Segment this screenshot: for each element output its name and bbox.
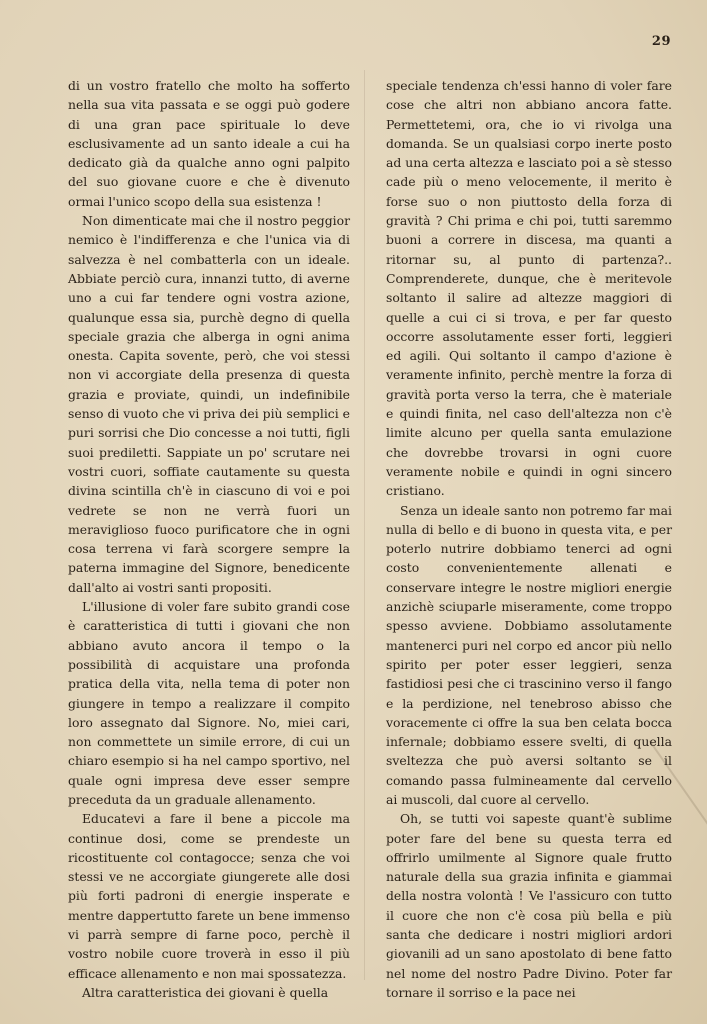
paragraph: speciale tendenza ch'essi hanno di voler fare cose che altri non abbiano ancora fatte. Permettetemi, ora, che io vi rivolga una domanda. Se un qualsiasi corpo inerte posto ad una certa altezza e lasciato poi a sè stesso cade più o meno velocemente, il merito è forse suo o non piuttosto della forza di gravità ? Chi prima e chi poi, tutti saremmo buoni a correre in discesa, ma quanti a ritornar su, al punto di partenza?.. Comprenderete, dunque, che è meritevole soltanto il salire ad altezze maggiori di quelle a cui ci si trova, e per far questo occorre assolutamente esser forti, leggieri ed agili. Qui soltanto il campo d'azione è veramente infinito, perchè mentre la forza di gravità porta verso la terra, che è materiale e quindi finita, nel caso dell'altezza non c'è limite alcuno per quella santa emulazione che dovrebbe trovarsi in ogni cuore veramente nobile e quindi in ogni sincero cristiano. <box>386 78 672 499</box>
page-number: 29 <box>651 34 671 49</box>
paragraph: Altra caratteristica dei giovani è quella <box>82 984 329 1000</box>
paragraph: Oh, se tutti voi sapeste quant'è sublime poter fare del bene su questa terra ed offrirlo umilmente al Signore quale frutto naturale della sua grazia infinita e giammai della nostra volontà ! Ve l'assicuro con tutto il cuore che non c'è cosa più bella e più santa che dedicare i nostri migliori ardori giovanili ad un sano apostolato di bene fatto nel nome del nostro Padre Divino. Poter far tornare il sorriso e la pace nei <box>386 811 672 1000</box>
paragraph: L'illusione di voler fare subito grandi cose è caratteristica di tutti i giovani che non abbiano avuto ancora il tempo o la possibilità di acquistare una profonda pratica della vita, nella tema di poter non giungere in tempo a realizzare il compito loro assegnato dal Signore. No, miei cari, non commettete un simile errore, di cui un chiaro esempio si ha nel campo sportivo, nel quale ogni impresa deve esser sempre preceduta da un graduale allenamento. <box>68 599 350 807</box>
left-column <box>68 76 350 1002</box>
paragraph: Educatevi a fare il bene a piccole ma continue dosi, come se prendeste un ricostituente col contagocce; senza che voi stessi ve ne accorgiate giungerete alle dosi più forti padroni di energie insperate e mentre dappertutto farete un bene immenso vi parrà sempre di farne poco, perchè il vostro nobile cuore troverà in esso il più efficace allenamento e non mai spossatezza. <box>68 811 350 981</box>
right-column <box>386 76 672 1002</box>
paragraph: di un vostro fratello che molto ha sofferto nella sua vita passata e se oggi può godere di una gran pace spirituale lo deve esclusivamente ad un santo ideale a cui ha dedicato già da qualche anno ogni palpito del suo giovane cuore e che è divenuto ormai l'unico scopo della sua esistenza ! <box>68 78 350 209</box>
column-gutter <box>364 70 365 980</box>
paragraph: Non dimenticate mai che il nostro peggior nemico è l'indifferenza e che l'unica via di salvezza è nel combatterla con un ideale. Abbiate perciò cura, innanzi tutto, di averne uno a cui far tendere ogni vostra azione, qualunque essa sia, purchè degno di quella speciale grazia che alberga in ogni anima onesta. Capita sovente, però, che voi stessi non vi accorgiate della presenza di questa grazia e proviate, quindi, un indefinibile senso di vuoto che vi priva dei più semplici e puri sorrisi che Dio concesse a noi tutti, figli suoi prediletti. Sappiate un po' scrutare nei vostri cuori, soffiate cautamente su questa divina scintilla ch'è in ciascuno di voi e poi vedrete se non ne verrà fuori un meraviglioso fuoco purificatore che in ogni cosa terrena vi farà scorgere sempre la paterna immagine del Signore, benedicente dall'alto ai vostri santi propositi. <box>68 213 350 595</box>
paragraph: Senza un ideale santo non potremo far mai nulla di bello e di buono in questa vita, e per poterlo nutrire dobbiamo tenerci ad ogni costo convenientemente allenati e conservare integre le nostre migliori energie anzichè sciuparle miseramente, come troppo spesso avviene. Dobbiamo assolutamente mantenerci puri nel corpo ed ancor più nello spirito per poter esser leggieri, senza fastidiosi pesi che ci trascinino verso il fango e la perdizione, nel tenebroso abisso che voracemente ci offre la sua ben celata bocca infernale; dobbiamo essere svelti, di quella sveltezza che può aversi soltanto se il comando passa fulmineamente dal cervello ai muscoli, dal cuore al cervello. <box>386 502 672 807</box>
